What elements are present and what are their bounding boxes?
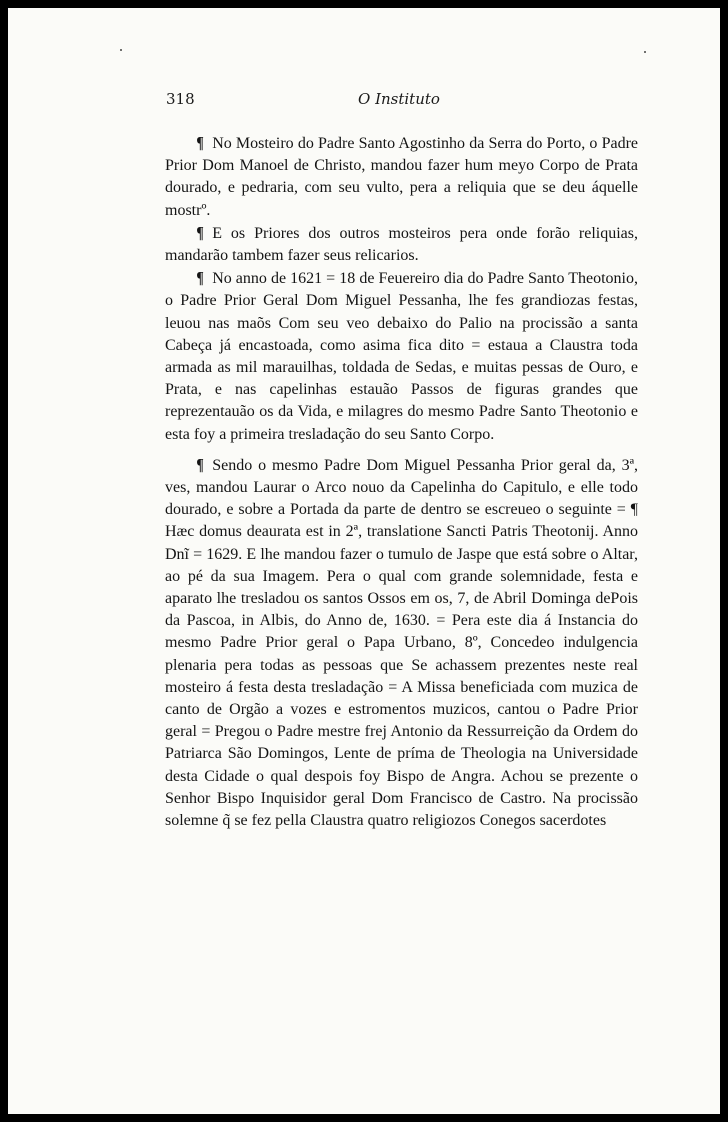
page-header [8,90,720,114]
paragraph-1 [165,132,638,222]
paragraph-3 [165,267,638,446]
body-text [165,132,638,832]
paragraph-mark-icon: ¶ [196,133,204,152]
paragraph-text: No anno de 1621 = 18 de Feuereiro dia do Padre Santo Theotonio, o Padre Prior Geral Dom Miguel Pessanha, lhe fes grandiozas festas, leuou nas maõs Com seu veo debaixo do Palio na procissão a santa Cabeça já encastoada, como asima fica dito = estaua a Claustra toda armada as mil marauilhas, toldada de Sedas, e muitas pessas de Ouro, e Prata, e nas capelinhas estauão Passos de figuras grandes que reprezentauão os da Vida, e milagres do mesmo Padre Santo Theotonio e esta foy a primeira tresladação do seu Santo Corpo. [165,270,638,443]
running-title: O Instituto [358,90,440,108]
paragraph-2 [165,222,638,267]
page-number: 318 [166,90,195,108]
book-page [8,8,720,1114]
paragraph-text: No Mosteiro do Padre Santo Agostinho da Serra do Porto, o Padre Prior Dom Manoel de Christo, mandou fazer hum meyo Corpo de Prata dourado, e pedraria, com seu vulto, pera a reliquia que se deu áquelle mostrº. [165,135,638,219]
paragraph-mark-icon: ¶ [196,222,204,242]
scan-speck [644,51,646,53]
paragraph-mark-icon: ¶ [196,268,204,288]
paragraph-text: E os Priores dos outros mosteiros pera onde forão reliquias, mandarão tambem fazer seus relicarios. [165,224,638,265]
paragraph-4 [165,454,638,832]
paragraph-mark-icon: ¶ [196,454,204,474]
paragraph-text: Sendo o mesmo Padre Dom Miguel Pessanha Prior geral da, 3ª, ves, mandou Laurar o Arco nouo da Capelinha do Capitulo, e elle todo dourado, e sobre a Portada da parte de dentro se escreueo o seguinte = ¶ Hæc domus deaurata est in 2ª, translatione Sancti Patris Theotonij. Anno Dnĩ = 1629. E lhe mandou fazer o tumulo de Jaspe que está sobre o Altar, ao pé da sua Imagem. Pera o qual com grande solemnidade, festa e aparato lhe tresladou os santos Ossos em os, 7, de Abril Dominga dePois da Pascoa, in Albis, do Anno de, 1630. = Pera este dia á Instancia do mesmo Padre Prior geral o Papa Urbano, 8º, Concedeo indulgencia plenaria pera todas as pessoas que Se achassem prezentes neste real mosteiro á festa desta tresladação = A Missa beneficiada com muzica de canto de Orgão a vozes e estromentos muzicos, cantou o Padre Prior geral = Pregou o Padre mestre frej Antonio da Ressurreição da Ordem do Patriarca São Domingos, Lente de príma de Theologia na Universidade desta Cidade o qual despois foy Bispo de Angra. Achou se prezente o Senhor Bispo Inquisidor geral Dom Francisco de Castro. Na procissão solemne q̃ se fez pella Claustra quatro religiozos Conegos sacerdotes [165,456,638,830]
scan-speck [120,49,122,51]
